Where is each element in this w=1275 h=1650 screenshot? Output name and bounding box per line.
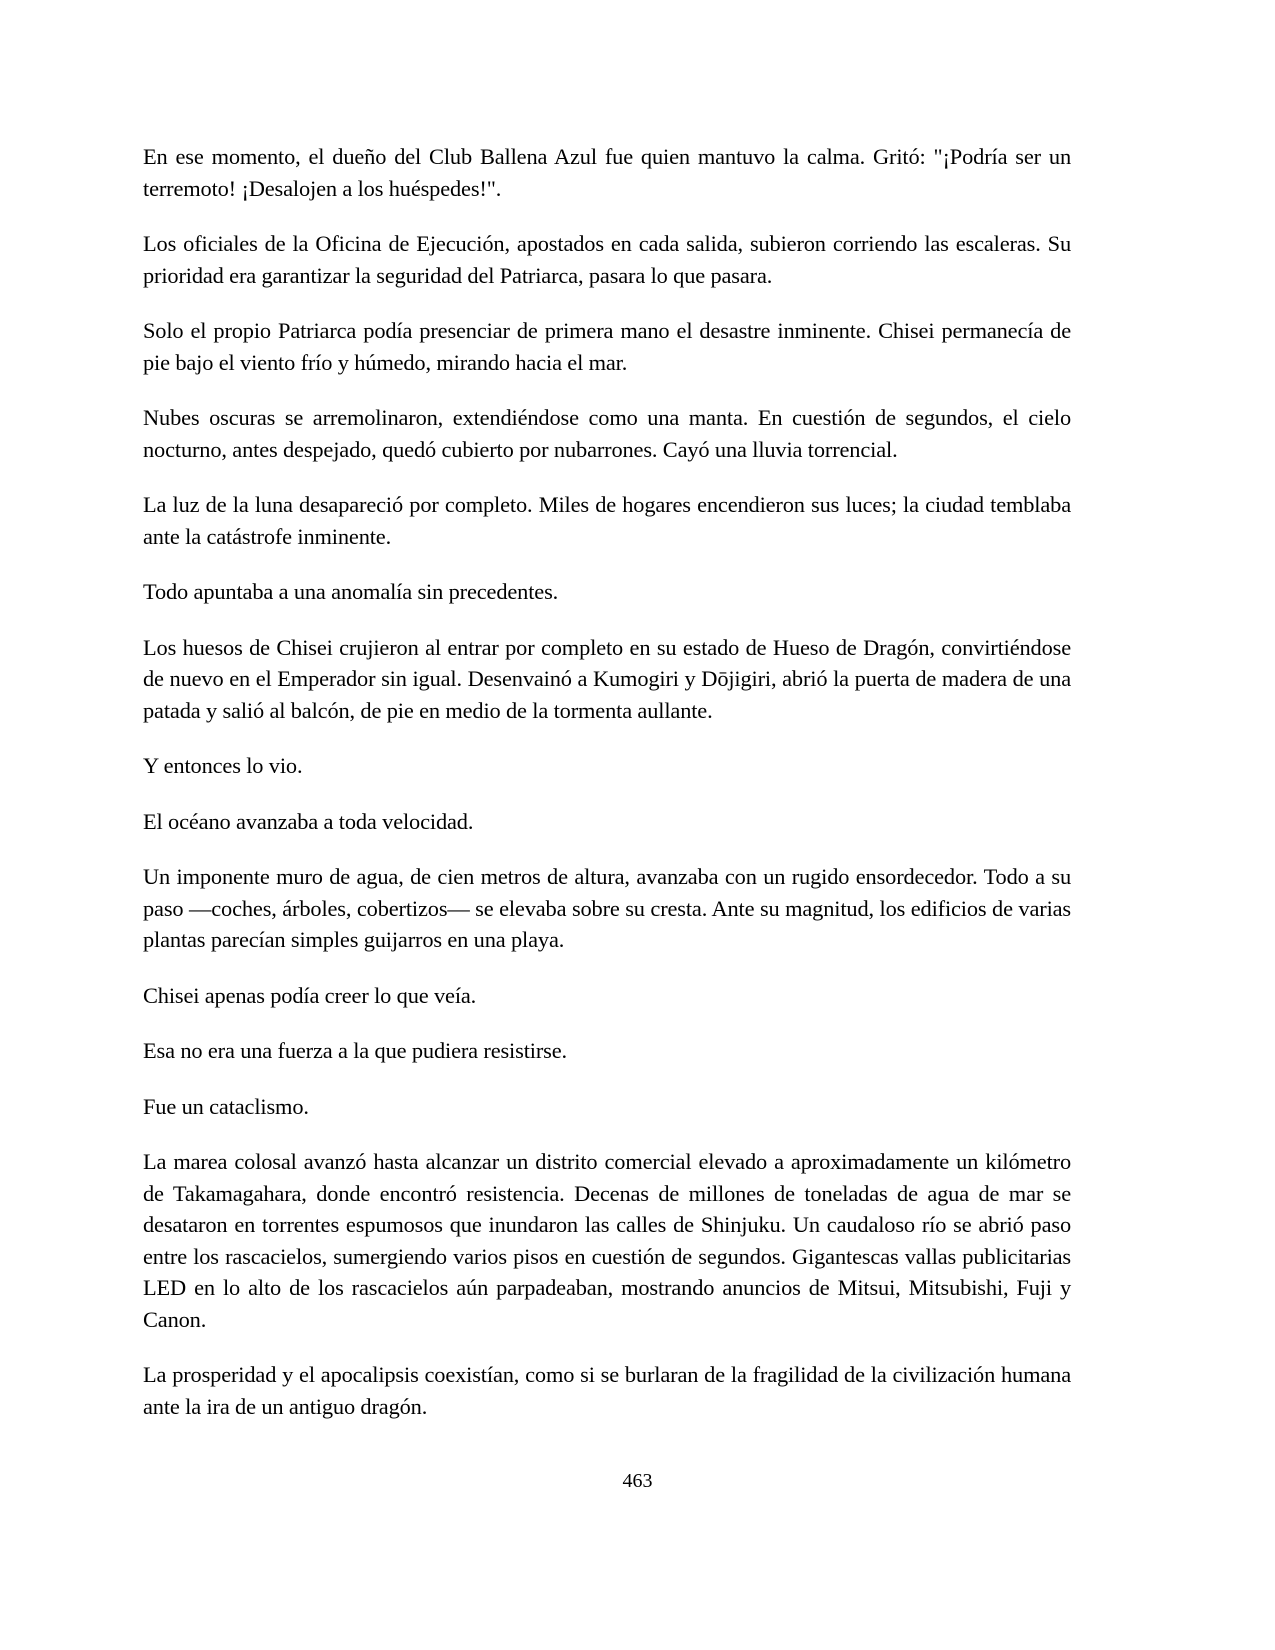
- page-number: 463: [622, 1470, 653, 1492]
- paragraph: Todo apuntaba a una anomalía sin precedentes.: [143, 579, 559, 604]
- paragraph: Esa no era una fuerza a la que pudiera resistirse.: [143, 1038, 567, 1063]
- paragraph: Un imponente muro de agua, de cien metros de altura, avanzaba con un rugido ensordecedor. Todo a su paso —coches, árboles, cobertizos— se elevaba sobre su cresta. Ante su magnitud, los edificios de varias plantas parecían simples guijarros en una playa.: [143, 864, 1071, 952]
- paragraph: El océano avanzaba a toda velocidad.: [143, 808, 474, 834]
- body-text: [143, 141, 1071, 1446]
- paragraph: La prosperidad y el apocalipsis coexistían, como si se burlaran de la fragilidad de la civilización humana ante la ira de un antiguo dragón.: [143, 1362, 1071, 1419]
- paragraph: Y entonces lo vio.: [143, 753, 303, 778]
- paragraph: En ese momento, el dueño del Club Ballena Azul fue quien mantuvo la calma. Gritó: "¡Podría ser un terremoto! ¡Desalojen a los huéspedes!".: [143, 144, 1071, 201]
- paragraph: Nubes oscuras se arremolinaron, extendiéndose como una manta. En cuestión de segundos, el cielo nocturno, antes despejado, quedó cubierto por nubarrones. Cayó una lluvia torrencial.: [143, 405, 1071, 462]
- paragraph: Los oficiales de la Oficina de Ejecución, apostados en cada salida, subieron corriendo las escaleras. Su prioridad era garantizar la seguridad del Patriarca, pasara lo que pasara.: [143, 231, 1071, 288]
- paragraph: Chisei apenas podía creer lo que veía.: [143, 982, 477, 1008]
- paragraph: Fue un cataclismo.: [143, 1093, 309, 1119]
- paragraph: Los huesos de Chisei crujieron al entrar por completo en su estado de Hueso de Dragón, convirtiéndose de nuevo en el Emperador sin igual. Desenvainó a Kumogiri y Dōjigiri, abrió la puerta de madera de una patada y salió al balcón, de pie en medio de la tormenta aullante.: [143, 634, 1071, 723]
- paragraph: La marea colosal avanzó hasta alcanzar un distrito comercial elevado a aproximadamente un kilómetro de Takamagahara, donde encontró resistencia. Decenas de millones de toneladas de agua de mar se desataron en torrentes espumosos que inundaron las calles de Shinjuku. Un caudaloso río se abrió paso entre los rascacielos, sumergiendo varios pisos en cuestión de segundos. Gigantescas vallas publicitarias LED en lo alto de los rascacielos aún parpadeaban, mostrando anuncios de Mitsui, Mitsubishi, Fuji y Canon.: [143, 1149, 1071, 1332]
- paragraph: Solo el propio Patriarca podía presenciar de primera mano el desastre inminente. Chisei permanecía de pie bajo el viento frío y húmedo, mirando hacia el mar.: [143, 318, 1071, 375]
- paragraph: La luz de la luna desapareció por completo. Miles de hogares encendieron sus luces; la ciudad temblaba ante la catástrofe inminente.: [143, 492, 1071, 549]
